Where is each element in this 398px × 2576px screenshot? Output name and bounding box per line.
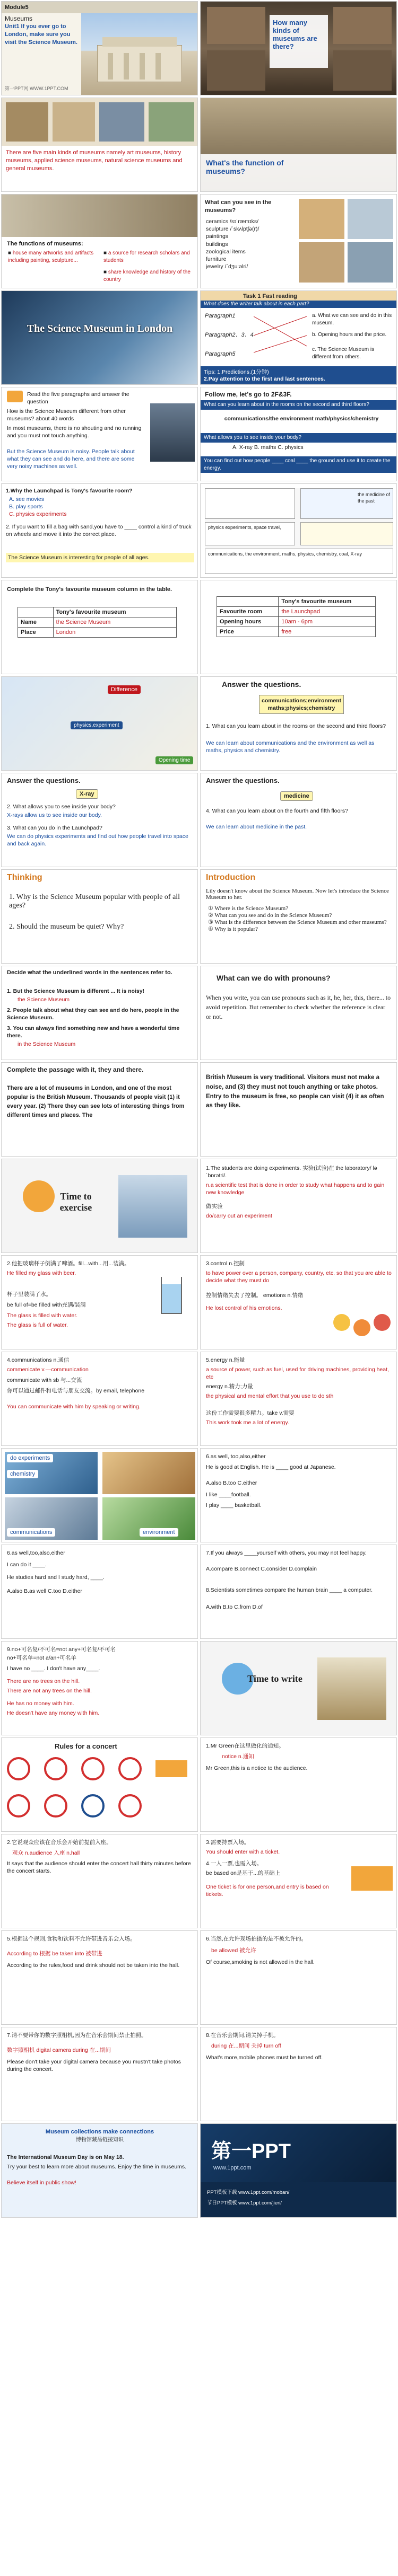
ticket-icon	[155, 1760, 187, 1777]
tip-2: 2.Pay attention to the first and last sentences.	[204, 376, 325, 382]
write-title: Time to write	[247, 1673, 302, 1684]
comm-l4: 你可以通过邮件和电话与朋友交流。by email, telephone	[7, 1388, 145, 1394]
answer-a: a. What we can see and do in this museum.	[312, 313, 392, 326]
ticket-l4: be based on是基于...的基础上	[206, 1870, 281, 1876]
according-l3: According to the rules,food and drink should not be taken into the hall.	[7, 1962, 180, 1969]
passage-body: There are a lot of museums in London, and one of the most popular is the British Museum. Thousands of people visit (1) it every year. (2) There they can see lots of interesting things from different times and places. The	[7, 1085, 185, 1119]
xray-tag: X-ray	[76, 789, 98, 799]
answer-b: b. Opening hours and the price.	[312, 332, 387, 338]
rules-title: Rules for a concert	[55, 1742, 117, 1750]
functions-photo	[2, 195, 198, 237]
museum-thumbs	[2, 98, 198, 146]
energy-l1: 5.energy n.能量	[206, 1357, 245, 1363]
fill-l1: 2.他把玻璃杯子倒满了啤酒。fill...with...用...装满。	[7, 1260, 130, 1267]
museumday-l3: Believe itself in public show!	[7, 2180, 76, 2186]
answer-box: communications;environment maths;physics;chemistry	[259, 695, 344, 714]
see-item: jewelry /ˈdʒuːəlri/	[206, 263, 248, 270]
slide-function	[200, 98, 397, 192]
slide-audience	[1, 1834, 198, 1928]
slide-complete-table-2	[200, 580, 397, 674]
fill-l5: The glass is filled with water.	[7, 1312, 78, 1319]
artifact-photos	[299, 199, 394, 284]
aswell2-l2: I can do it ____.	[7, 1562, 47, 1568]
slide-answer-3	[200, 773, 397, 867]
slide-time-to-write	[200, 1641, 397, 1735]
slide-fast-reading	[200, 290, 397, 385]
tag-experiments: do experiments	[7, 1454, 53, 1462]
slide-pronouns	[200, 966, 397, 1060]
clock-icon	[81, 1794, 105, 1818]
science-museum-caption: The Science Museum in London	[27, 323, 173, 334]
allowed-l3: Of course,smoking is not allowed in the hall.	[206, 1959, 315, 1965]
table-corner	[18, 607, 54, 617]
slide-as-well-1	[200, 1448, 397, 1542]
answer-q4: 4. What can you learn about on the fourth and fifth floors?	[206, 808, 348, 814]
museumday-l1: The International Museum Day is on May 18.	[7, 2154, 124, 2160]
noany-l1: 9.no+可名复/不可名=not any+可名复/不可名	[7, 1646, 116, 1653]
floor-title: the medicine of the past	[358, 492, 391, 504]
museumday-t2: 博物馆藏品链接知识	[76, 2137, 124, 2143]
thinking-q2: 2. Should the museum be quiet? Why?	[9, 923, 124, 931]
camera-l3: Please don't take your digital camera because you mustn't take photos during the concert.	[7, 2059, 181, 2073]
table-corner	[217, 597, 279, 607]
fill-l3: 杯子里装满了水。	[7, 1291, 51, 1298]
tip-1: Tips: 1.Predictions.(1分钟)	[204, 369, 269, 375]
slide-answer-2	[1, 773, 198, 867]
thinking-title: Thinking	[7, 873, 42, 882]
see-item: zoological items	[206, 248, 246, 255]
launchpad-c: C. physics experiments	[9, 511, 67, 517]
tag-chemistry: chemistry	[7, 1470, 38, 1478]
floor-label-1: physics experiments, space travel,	[208, 525, 281, 530]
follow-head: Follow me, let's go to 2F&3F.	[205, 391, 292, 398]
module-subtitle: Museums	[5, 15, 33, 22]
control-l1: 3.control n.控制	[206, 1260, 245, 1267]
table-row-place-val: London	[53, 628, 176, 638]
read-body-2: In most museums, there is no shouting and no running and you must not touch anything.	[7, 425, 142, 439]
slide-complete-table-1	[1, 580, 198, 674]
no-smoking-icon	[118, 1757, 142, 1780]
slide-thinking	[1, 869, 198, 964]
no-drink-icon	[7, 1794, 30, 1818]
no-phone-icon	[81, 1757, 105, 1780]
museumday-t1: Museum collections make connections	[45, 2129, 154, 2135]
slide-as-well-2	[1, 1545, 198, 1639]
intro-list	[208, 905, 394, 932]
slide-what-can-see	[200, 194, 397, 288]
module-label: Module5	[5, 4, 29, 11]
slide-turn-off	[200, 2027, 397, 2121]
slide-time-to-exercise	[1, 1159, 198, 1253]
launchpad-foot: The Science Museum is interesting for people of all ages.	[6, 553, 194, 562]
slide-rules-concert	[1, 1737, 198, 1832]
slide-complete-passage	[1, 1062, 198, 1157]
experiments-l2: n.a scientific test that is done in order to study what happens and to gain new knowledge	[206, 1182, 385, 1196]
slide-experiments	[200, 1159, 397, 1253]
camera-l2: 数字照相机 digital camera during 在...期间	[7, 2047, 111, 2053]
table-row-hours-key: Opening hours	[217, 617, 279, 627]
museum-exhibit-photo	[150, 403, 195, 462]
function-item-3: ■ share knowledge and history of the country	[103, 269, 191, 283]
ticket-l1: 3.需要持票入场。	[206, 1839, 250, 1846]
slide-launchpad	[1, 483, 198, 578]
table-head: Complete the Tony's favourite museum column in the table.	[7, 586, 172, 593]
camera-l1: 7.请不要带你的数字照相机,因为在音乐会期间禁止拍照。	[7, 2032, 147, 2039]
intro-item: ③ What is the difference between the Science Museum and other museums?	[208, 919, 387, 925]
slide-be-allowed	[200, 1930, 397, 2025]
answer-c: c. The Science Museum is different from others.	[312, 347, 375, 360]
comm-l1: 4.communications n.通信	[7, 1357, 70, 1363]
passage-body-2: British Museum is very traditional. Visitors must not make a noise, and (3) they must not touch anything or take photos. Entry to the museum is free, so people can visit (4) it as often as they like.	[206, 1074, 384, 1109]
slide-difference	[1, 676, 198, 771]
fast-reading-header: Task 1 Fast reading	[201, 291, 397, 301]
intro-item: ② What can you see and do in the Science Museum?	[208, 912, 332, 919]
answer-a1: We can learn about communications and the environment as well as maths, physics and chemistry.	[206, 740, 375, 754]
allowed-l1: 6.当然,在允许现场拍摄的是不被允许的。	[206, 1936, 307, 1942]
floor-label-2: communications, the environment, maths, physics, chemistry, coal, X-ray	[208, 551, 362, 557]
functions-label: The functions of museums:	[7, 241, 83, 247]
tips-bar	[201, 366, 397, 385]
slide-according-to	[1, 1930, 198, 2025]
turnoff-l3: What's more,mobile phones must be turned off.	[206, 2054, 323, 2061]
fill-l2: He filled my glass with beer.	[7, 1270, 76, 1276]
slide-five-kinds	[1, 98, 198, 192]
noany-l6: He has no money with him.	[7, 1700, 74, 1707]
intro-title: Introduction	[206, 873, 256, 882]
slide-how-many-kinds	[200, 1, 397, 95]
slide-ticket	[200, 1834, 397, 1928]
slide-science-museum-photo	[1, 290, 198, 385]
slide-fill-with	[1, 1255, 198, 1349]
slide-functions-list	[1, 194, 198, 288]
aswell-l2: He is good at English. He is ____ good at Japanese.	[206, 1464, 336, 1470]
unit-title: Unit1 If you ever go to London, make sure you visit the Science Museum.	[5, 23, 77, 46]
para-label-1: Paragraph1	[205, 313, 236, 319]
slide-energy	[200, 1352, 397, 1446]
tag-communications: communications	[7, 1528, 55, 1537]
slide-communications	[1, 1352, 198, 1446]
emotion-faces	[333, 1314, 392, 1344]
control-l4: He lost control of his emotions.	[206, 1305, 282, 1311]
slide-passage-cont	[200, 1062, 397, 1157]
see-question: What can you see in the museums?	[205, 199, 272, 214]
pronouns-body: When you write, you can use pronouns such as it, he, her, this, there... to avoid repetition. But remember to check whether the reference is clear or not.	[206, 994, 391, 1020]
notice-l2: notice n.通知	[222, 1753, 254, 1760]
slide-follow-me	[200, 387, 397, 481]
experiments-l3: 做实验	[206, 1203, 223, 1210]
according-l1: 5.根据这个规则,食物和饮料不允许带进音乐会入场。	[7, 1936, 136, 1942]
ticket-l3: 4.一人一票,也需入场。	[206, 1860, 263, 1867]
aswell2-l1: 6.as well,too,also,either	[7, 1550, 65, 1556]
comm-l2: commenicate v.—communication	[7, 1366, 89, 1373]
noany-l2: no+可名单=not a/an+可名单	[7, 1655, 77, 1661]
ppt-foot1: PPT模板下载 www.1ppt.com/moban/	[207, 2190, 290, 2195]
see-list	[206, 218, 296, 270]
energy-l5: 这份工作需要很多精力。take v.需要	[206, 1410, 295, 1416]
favourite-table-1	[18, 607, 177, 638]
experiments-l1: 1.The students are doing experiments. 实验(试验)在 the laboratory/ ləˈbɒrətri/.	[206, 1165, 377, 1179]
table-row-price-key: Price	[217, 627, 279, 637]
answer-a4: We can learn about medicine in the past.	[206, 824, 307, 830]
aswell-l4: I like ____football.	[206, 1492, 251, 1498]
follow-foot: You can find out how people ____ coal ____ the ground and use it to create the energy.	[201, 456, 397, 473]
table-row-hours-val: 10am - 6pm	[279, 617, 376, 627]
tag-environment: environment	[140, 1528, 178, 1537]
underline-head: Decide what the underlined words in the sentences refer to.	[7, 969, 172, 976]
slide-control	[200, 1255, 397, 1349]
aswell-l1: 6.as well, too,also,either	[206, 1453, 266, 1460]
noany-l3: I have no ____. I don't have any____.	[7, 1665, 100, 1672]
answer-a3: We can do physics experiments and find out how people travel into space and back again.	[7, 833, 188, 848]
underline-s1: 1. But the Science Museum is different ... It is noisy!	[7, 988, 145, 994]
question-how-many: How many kinds of museums are there?	[273, 19, 317, 50]
compare-opts: A.compare B.connect C.consider D.complain	[206, 1566, 317, 1572]
see-item: furniture	[206, 255, 227, 262]
function-item-1: ■ house many artworks and artifacts including painting, sculpture...	[8, 250, 94, 263]
favourite-table-2	[217, 596, 376, 637]
energy-l2: a source of power, such as fuel, used for driving machines, providing heat, etc	[206, 1366, 389, 1381]
exercise-photo	[118, 1175, 187, 1238]
table-row-name-val: the Science Museum	[53, 617, 176, 628]
slide-underlined-words	[1, 966, 198, 1060]
launchpad-q1: 1.Why the Launchpad is Tony's favourite room?	[6, 488, 133, 494]
compare-l1: 7.If you always ____yourself with others, you may not feel happy.	[206, 1550, 367, 1556]
turnoff-l2: during 在...期间 关掉 turn off	[211, 2043, 281, 2049]
intro-item: ① Where is the Science Museum?	[208, 905, 289, 912]
para-label-2: Paragraph2、3、4	[205, 332, 254, 338]
slide-read-paragraphs	[1, 387, 198, 481]
launchpad-a: A. see movies	[9, 496, 44, 502]
physics-tag: physics,experiment	[71, 721, 123, 729]
no-talk-icon	[44, 1794, 67, 1818]
slide-floor-plan	[200, 483, 397, 578]
read-body-3: But the Science Museum is noisy. People talk about what they can see and do here, and there are some very noisy machines as well.	[7, 448, 135, 470]
intro-item: ④ Why is it popular?	[208, 926, 258, 932]
table-row-price-val: free	[279, 627, 376, 637]
experiments-l4: do/carry out an experiment	[206, 1213, 272, 1219]
launchpad-b: B. play sports	[9, 504, 43, 510]
turnoff-l1: 8.在音乐会期间,请关掉手机。	[206, 2032, 279, 2039]
underline-a3: in the Science Museum	[18, 1041, 76, 1047]
launchpad-q2: 2. If you want to fill a bag with sand,you have to ____ control a kind of truck on wheels and move it into the correct place.	[6, 524, 192, 538]
thinking-q1: 1. Why is the Science Museum popular with people of all ages?	[9, 893, 180, 910]
comm-l5: You can communicate with him by speaking or writing.	[7, 1404, 141, 1410]
no-camera-icon	[7, 1757, 30, 1780]
medicine-tag: medicine	[280, 791, 313, 801]
no-food-icon	[44, 1757, 67, 1780]
table-row-place-key: Place	[18, 628, 54, 638]
answer-q1: 1. What can you learn about in the rooms on the second and third floors?	[206, 723, 386, 729]
noany-l5: There are not any trees on the hill.	[7, 1688, 92, 1694]
aswell2-l3: He studies hard and I study hard, ____.	[7, 1574, 105, 1581]
control-l2: to have power over a person, company, country, etc. so that you are able to decide what they must do	[206, 1270, 392, 1284]
ticket-image	[351, 1866, 393, 1891]
match-lines	[254, 314, 307, 357]
underline-a1: the Science Museum	[18, 996, 70, 1003]
slide-compare	[200, 1545, 397, 1639]
table-col-header: Tony's favourite museum	[279, 597, 376, 607]
underline-s2: 2. People talk about what they can see and do here, people in the Science Museum.	[7, 1007, 179, 1021]
intro-body: Lily doesn't know about the Science Museum. Now let's introduce the Science Museum to her.	[206, 888, 389, 901]
slide-introduction	[200, 869, 397, 964]
slide-no-any	[1, 1641, 198, 1735]
see-item: sculpture /ˈskʌlptʃə(r)/	[206, 226, 259, 233]
ticket-l2: You should enter with a ticket.	[206, 1849, 280, 1855]
underline-s3: 3. You can always find something new and have a wonderful time there.	[7, 1025, 180, 1039]
slide-digital-camera	[1, 2027, 198, 2121]
rules-icons	[7, 1757, 193, 1829]
write-photo	[317, 1657, 386, 1720]
museumday-l2: Try your best to learn more about museums. Enjoy the time in museums.	[7, 2164, 187, 2170]
science-museum-photo	[2, 291, 198, 385]
passage-head: Complete the passage with it, they and there.	[7, 1066, 144, 1073]
slide-answer-1	[200, 676, 397, 771]
follow-q2: What allows you to see inside your body?	[201, 433, 397, 443]
exercise-title: Time to exercise	[59, 1191, 92, 1213]
fill-l6: The glass is full of water.	[7, 1322, 68, 1328]
slide-1ppt-end	[200, 2123, 397, 2218]
audience-l2: 观众 n.audience 入座 n.hall	[12, 1850, 80, 1856]
table-row-room-val: the Launchpad	[279, 607, 376, 617]
compare-l2: 8.Scientists sometimes compare the human brain ____ a computer.	[206, 1587, 373, 1593]
audience-l3: It says that the audience should enter the concert hall thirty minutes before the concert starts.	[7, 1860, 191, 1875]
see-item: paintings	[206, 233, 229, 240]
slide-museum-day	[1, 2123, 198, 2218]
question-function: What's the function of museums?	[206, 158, 284, 175]
notice-l1: 1.Mr Green在这里做化的通知。	[206, 1743, 284, 1749]
answer-a2: X-rays allow us to see inside our body.	[7, 812, 102, 818]
opening-time-tag: Opening time	[155, 756, 193, 764]
see-item: ceramics /sɪˈræmɪks/	[206, 218, 259, 225]
energy-l6: This work took me a lot of energy.	[206, 1419, 289, 1426]
glass-icon	[161, 1277, 182, 1314]
ppt-foot2: 节日PPT模板 www.1ppt.com/jieri/	[207, 2200, 282, 2206]
difference-label: Difference	[108, 685, 141, 694]
read-icon	[7, 391, 23, 402]
pronouns-title: What can we do with pronouns?	[217, 974, 331, 982]
control-l3: 控制情绪失去了控制。 emotions n.情绪	[206, 1292, 304, 1299]
noany-l7: He doesn't have any money with him.	[7, 1710, 100, 1716]
energy-l4: the physical and mental effort that you use to do sth	[206, 1393, 334, 1399]
chem-photo	[102, 1452, 195, 1494]
answer-title: Answer the questions.	[222, 680, 301, 689]
function-item-2: ■ a source for research scholars and students	[103, 250, 190, 263]
aswell2-opts: A.also B.as well C.too D.either	[7, 1588, 82, 1594]
no-pet-icon	[118, 1794, 142, 1818]
table-col-header: Tony's favourite museum	[53, 607, 176, 617]
energy-l3: energy n.精力;力量	[206, 1383, 253, 1390]
notice-l3: Mr Green,this is a notice to the audience.	[206, 1765, 308, 1771]
ppt-big: 第一PPT	[211, 2140, 291, 2163]
according-l2: According to 根据 be taken into 被带进	[7, 1951, 102, 1957]
follow-a1: communications/the environment math/physics/chemistry	[224, 416, 379, 422]
answer-q3: 3. What can you do in the Launchpad?	[7, 825, 102, 831]
slide-notice	[200, 1737, 397, 1832]
audience-l1: 2.它说观众应该在音乐会开始前提前入座。	[7, 1839, 112, 1846]
follow-opts: A. X-ray B. maths C. physics	[232, 444, 304, 451]
see-item: buildings	[206, 241, 228, 248]
fast-reading-sub: What does the writer talk about in each part?	[201, 301, 397, 308]
ticket-l5: One ticket is for one person,and entry is based on tickets.	[206, 1884, 329, 1898]
para-label-3: Paragraph5	[205, 351, 236, 357]
compare-opts-2: A.with B.to C.from D.of	[206, 1604, 263, 1610]
ppt-sub: www.1ppt.com	[213, 2165, 252, 2171]
table-row-name-key: Name	[18, 617, 54, 628]
table-row-room-key: Favourite room	[217, 607, 279, 617]
slide-module5-title	[1, 1, 198, 95]
five-kinds-text: There are five main kinds of museums namely art museums, history museums, applied science museums, natural science museums and general museums.	[6, 149, 183, 172]
comm-l3: communicate with sb 与...交流	[7, 1377, 82, 1383]
noany-l4: There are no trees on the hill.	[7, 1678, 80, 1684]
fill-l4: be full of=be filled with充满/装满	[7, 1302, 86, 1308]
answer-title: Answer the questions.	[206, 777, 280, 784]
allowed-l2: be allowed 被允许	[211, 1947, 256, 1954]
answer-title: Answer the questions.	[7, 777, 81, 784]
aswell-l5: I play ____ basketball.	[206, 1502, 262, 1508]
museum-building-photo	[81, 13, 198, 95]
read-body-1: How is the Science Museum different from other museums? about 40 words	[7, 408, 126, 422]
watermark-text: 第一PPT网 WWW.1PPT.COM	[5, 86, 68, 91]
answer-q2: 2. What allows you to see inside your body?	[7, 804, 116, 810]
follow-q1: What can you learn about in the rooms on the second and third floors?	[201, 400, 397, 410]
aswell-l3: A.also B.too C.either	[206, 1480, 257, 1486]
slide-tag-photos	[1, 1448, 198, 1542]
read-head: Read the five paragraphs and answer the question	[27, 391, 129, 405]
